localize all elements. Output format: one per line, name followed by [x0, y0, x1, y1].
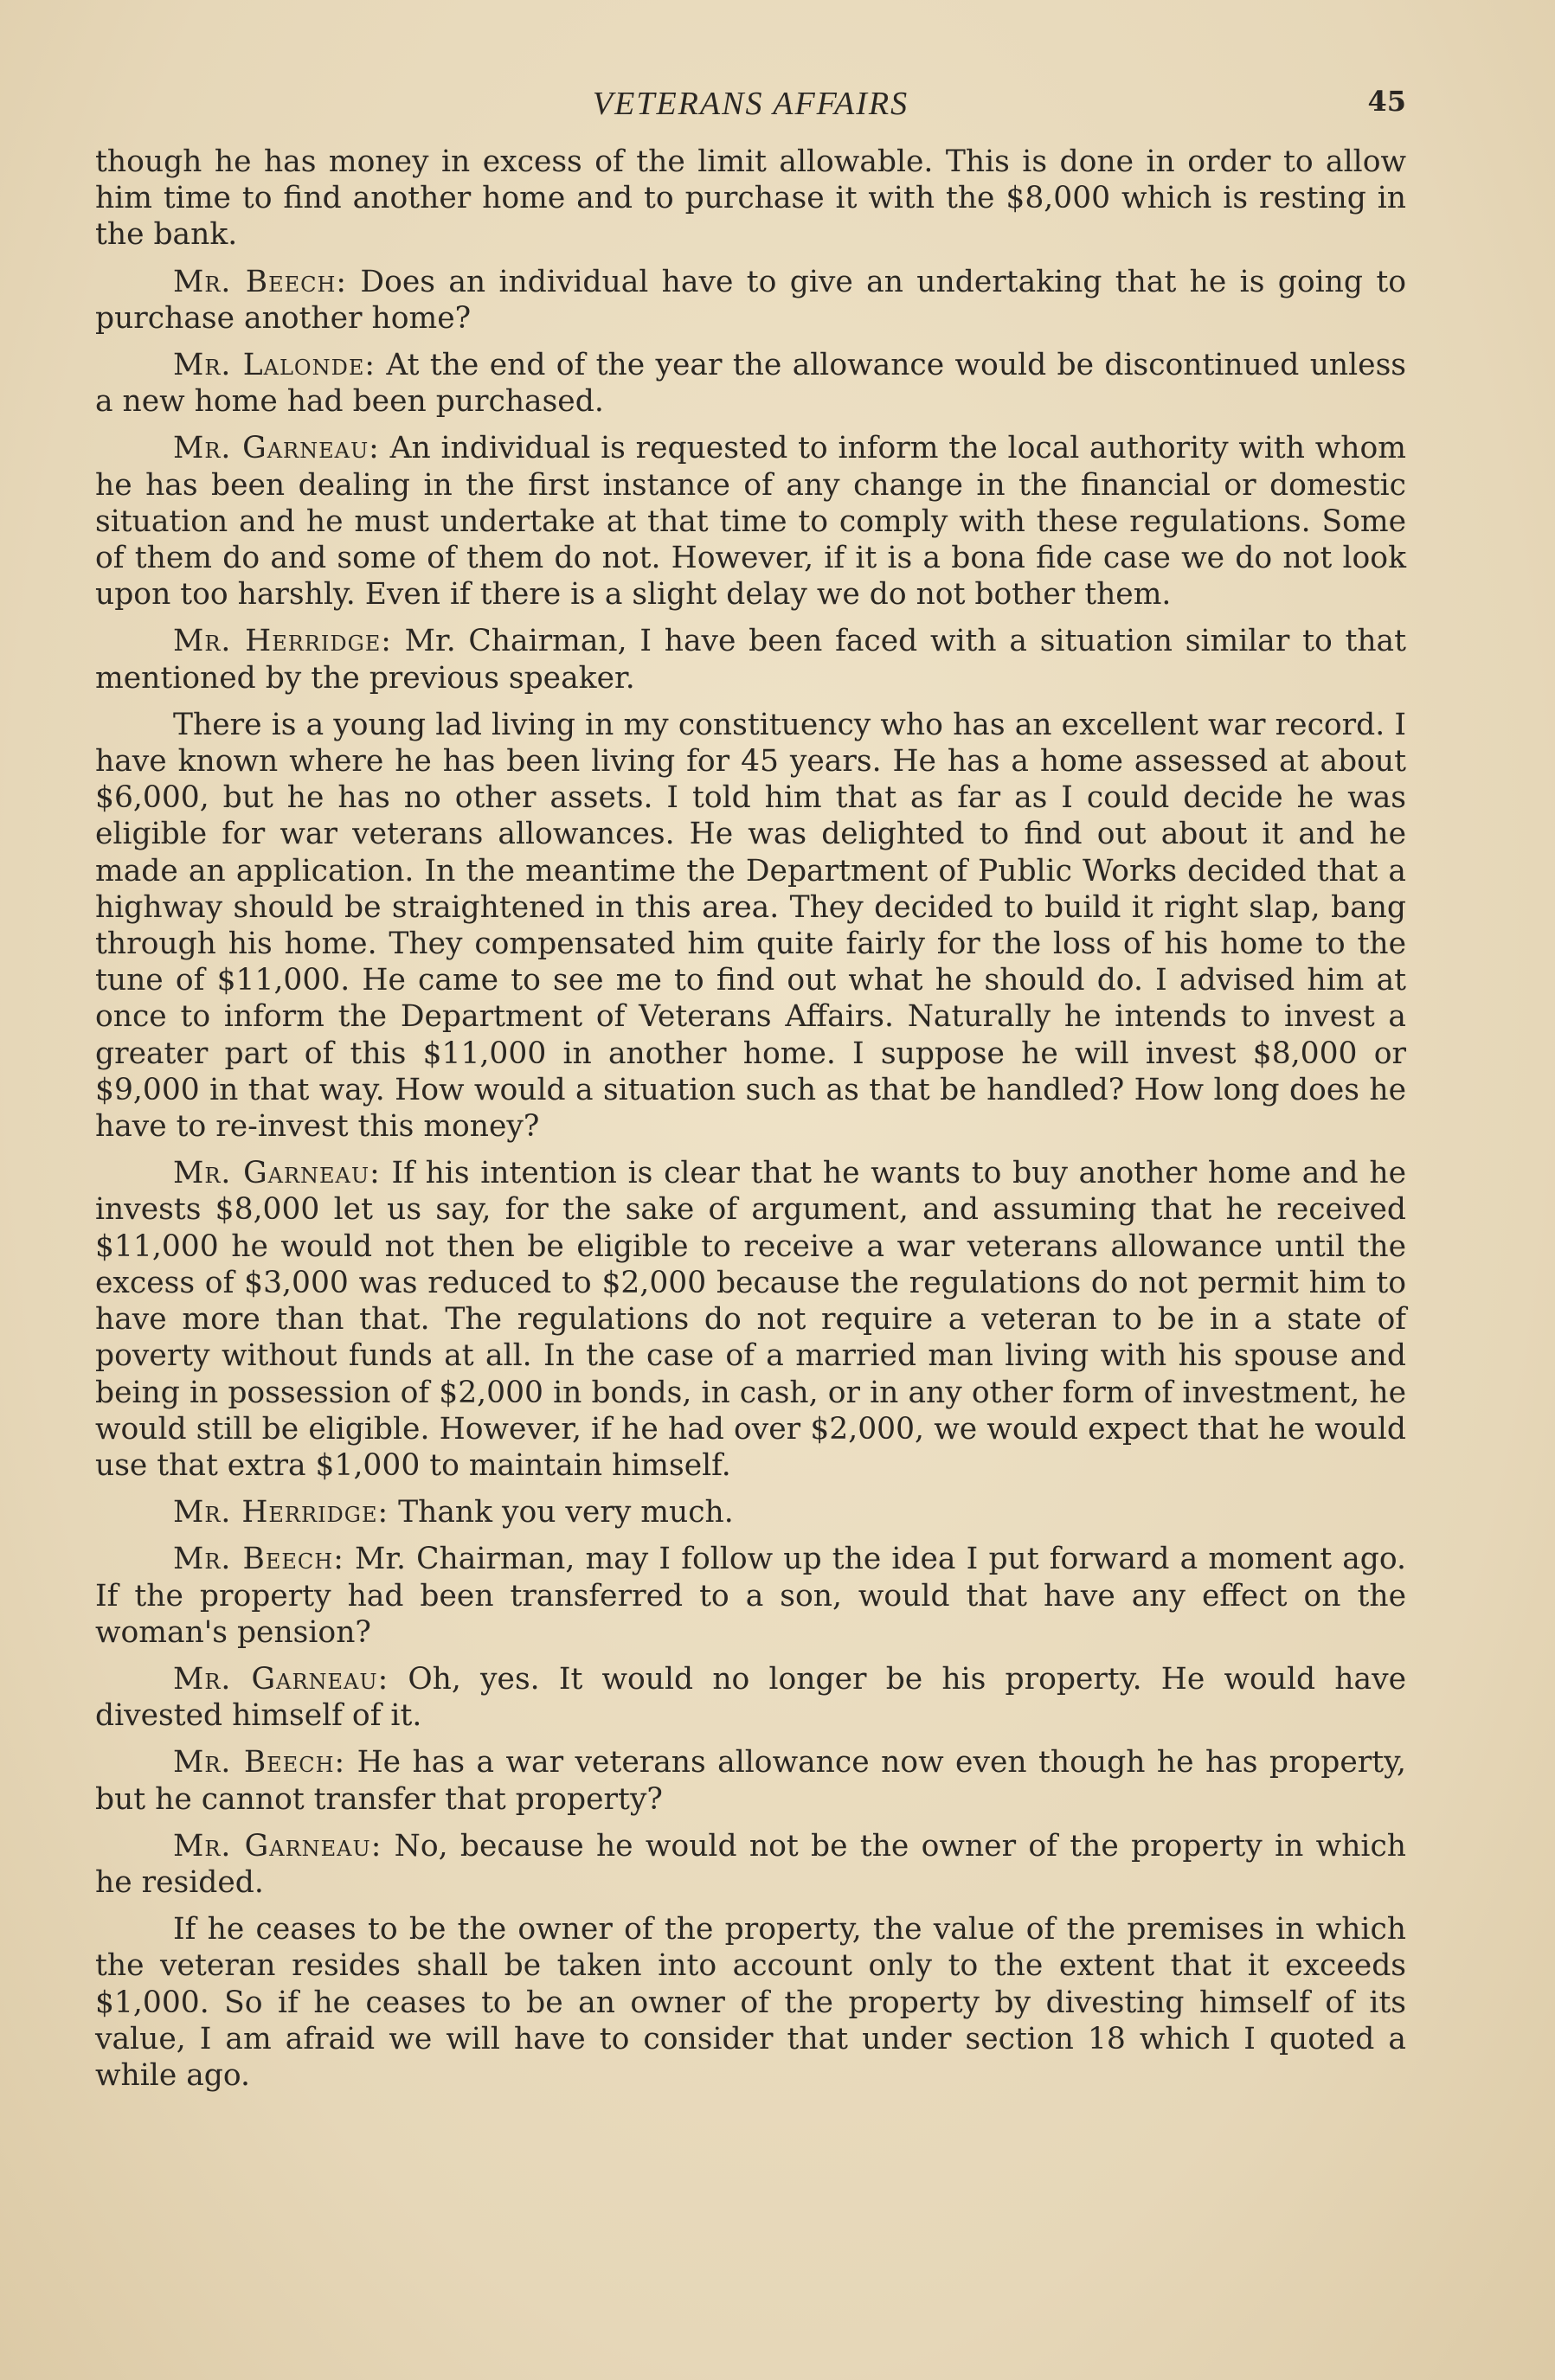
- paragraph: [95, 144, 1406, 253]
- paragraph-text: If he ceases to be the owner of the property, the value of the premises in which the veteran resides shall be taken into account only to the extent that it exceeds $1,000. So if he ceases to be an owner of the property by divesting himself of its value, I am afraid we will have to consider that under section 18 which I quoted a while ago.: [95, 1912, 1406, 2093]
- speaker-name: Mr. Lalonde:: [173, 348, 376, 383]
- speaker-name: Mr. Garneau:: [173, 1661, 389, 1697]
- paragraph: [95, 430, 1406, 613]
- paragraph: [95, 1155, 1406, 1484]
- paragraph-text: though he has money in excess of the limit allowable. This is done in order to allow him time to find another home and to purchase it with the $8,000 which is resting in the bank.: [95, 144, 1406, 253]
- paragraph-text: An individual is requested to inform the local authority with whom he has been dealing in the first instance of any change in the financial or domestic situation and he must undertake at that time to comply with these regulations. Some of them do and some of them do not. However, if it is a bona fide case we do not look upon too harshly. Even if there is a slight delay we do not bother them.: [95, 431, 1407, 613]
- paragraph: [95, 1661, 1406, 1734]
- page-number: 45: [1367, 85, 1406, 118]
- speaker-name: Mr. Garneau:: [173, 1156, 381, 1191]
- paragraph: [95, 1828, 1406, 1901]
- paragraph: [95, 1541, 1406, 1651]
- paragraph-text: Does an individual have to give an undertaking that he is going to purchase another home?: [95, 264, 1406, 336]
- paragraph: [95, 1744, 1406, 1817]
- paragraph-text: At the end of the year the allowance would be discontinued unless a new home had been purchased.: [95, 348, 1406, 420]
- speaker-name: Mr. Beech:: [173, 1542, 344, 1577]
- transcript-body: [95, 144, 1406, 2094]
- speaker-name: Mr. Herridge:: [173, 1495, 389, 1530]
- speaker-name: Mr. Beech:: [173, 1745, 346, 1780]
- paragraph: [95, 707, 1406, 1145]
- paragraph: [95, 1494, 1406, 1530]
- paragraph-text: He has a war veterans allowance now even though he has property, but he cannot transfer that property?: [95, 1745, 1406, 1817]
- paragraph-text: Mr. Chairman, may I follow up the idea I put forward a moment ago. If the property had been transferred to a son, would that have any effect on the woman's pension?: [95, 1542, 1407, 1650]
- document-page: [95, 76, 1406, 2104]
- paragraph-text: No, because he would not be the owner of the property in which he resided.: [95, 1828, 1406, 1900]
- paragraph: [95, 1911, 1406, 2094]
- paragraph: [95, 623, 1406, 696]
- paragraph: [95, 264, 1406, 337]
- running-header: [95, 76, 1406, 128]
- paragraph-text: Thank you very much.: [389, 1495, 734, 1530]
- paragraph-text: Oh, yes. It would no longer be his property. He would have divested himself of it.: [95, 1661, 1406, 1734]
- paragraph-text: Mr. Chairman, I have been faced with a situation similar to that mentioned by the previous speaker.: [95, 624, 1406, 696]
- paragraph: [95, 347, 1406, 420]
- speaker-name: Mr. Garneau:: [173, 1828, 382, 1864]
- paragraph-text: If his intention is clear that he wants to buy another home and he invests $8,000 let us say, for the sake of argument, and assuming that he received $11,000 he would not then be eligible to receive a war veterans allowance until the excess of $3,000 was reduced to $2,000 because the regulations do not permit him to have more than that. The regulations do not require a veteran to be in a state of poverty without funds at all. In the case of a married man living with his spouse and being in possession of $2,000 in bonds, in cash, or in any other form of investment, he would still be eligible. However, if he had over $2,000, we would expect that he would use that extra $1,000 to maintain himself.: [95, 1156, 1406, 1483]
- running-title: VETERANS AFFAIRS: [592, 86, 909, 122]
- speaker-name: Mr. Beech:: [173, 264, 348, 299]
- speaker-name: Mr. Garneau:: [173, 431, 380, 466]
- paragraph-text: There is a young lad living in my constituency who has an excellent war record. I have known where he has been living for 45 years. He has a home assessed at about $6,000, but he has no other assets. I told him that as far as I could decide he was eligible for war veterans allowances. He was delighted to find out about it and he made an application. In the meantime the Department of Public Works decided that a highway should be straightened in this area. They decided to build it right slap, bang through his home. They compensated him quite fairly for the loss of his home to the tune of $11,000. He came to see me to find out what he should do. I advised him at once to inform the Department of Veterans Affairs. Naturally he intends to invest a greater part of this $11,000 in another home. I suppose he will invest $8,000 or $9,000 in that way. How would a situation such as that be handled? How long does he have to re-invest this money?: [95, 707, 1406, 1145]
- speaker-name: Mr. Herridge:: [173, 624, 392, 659]
